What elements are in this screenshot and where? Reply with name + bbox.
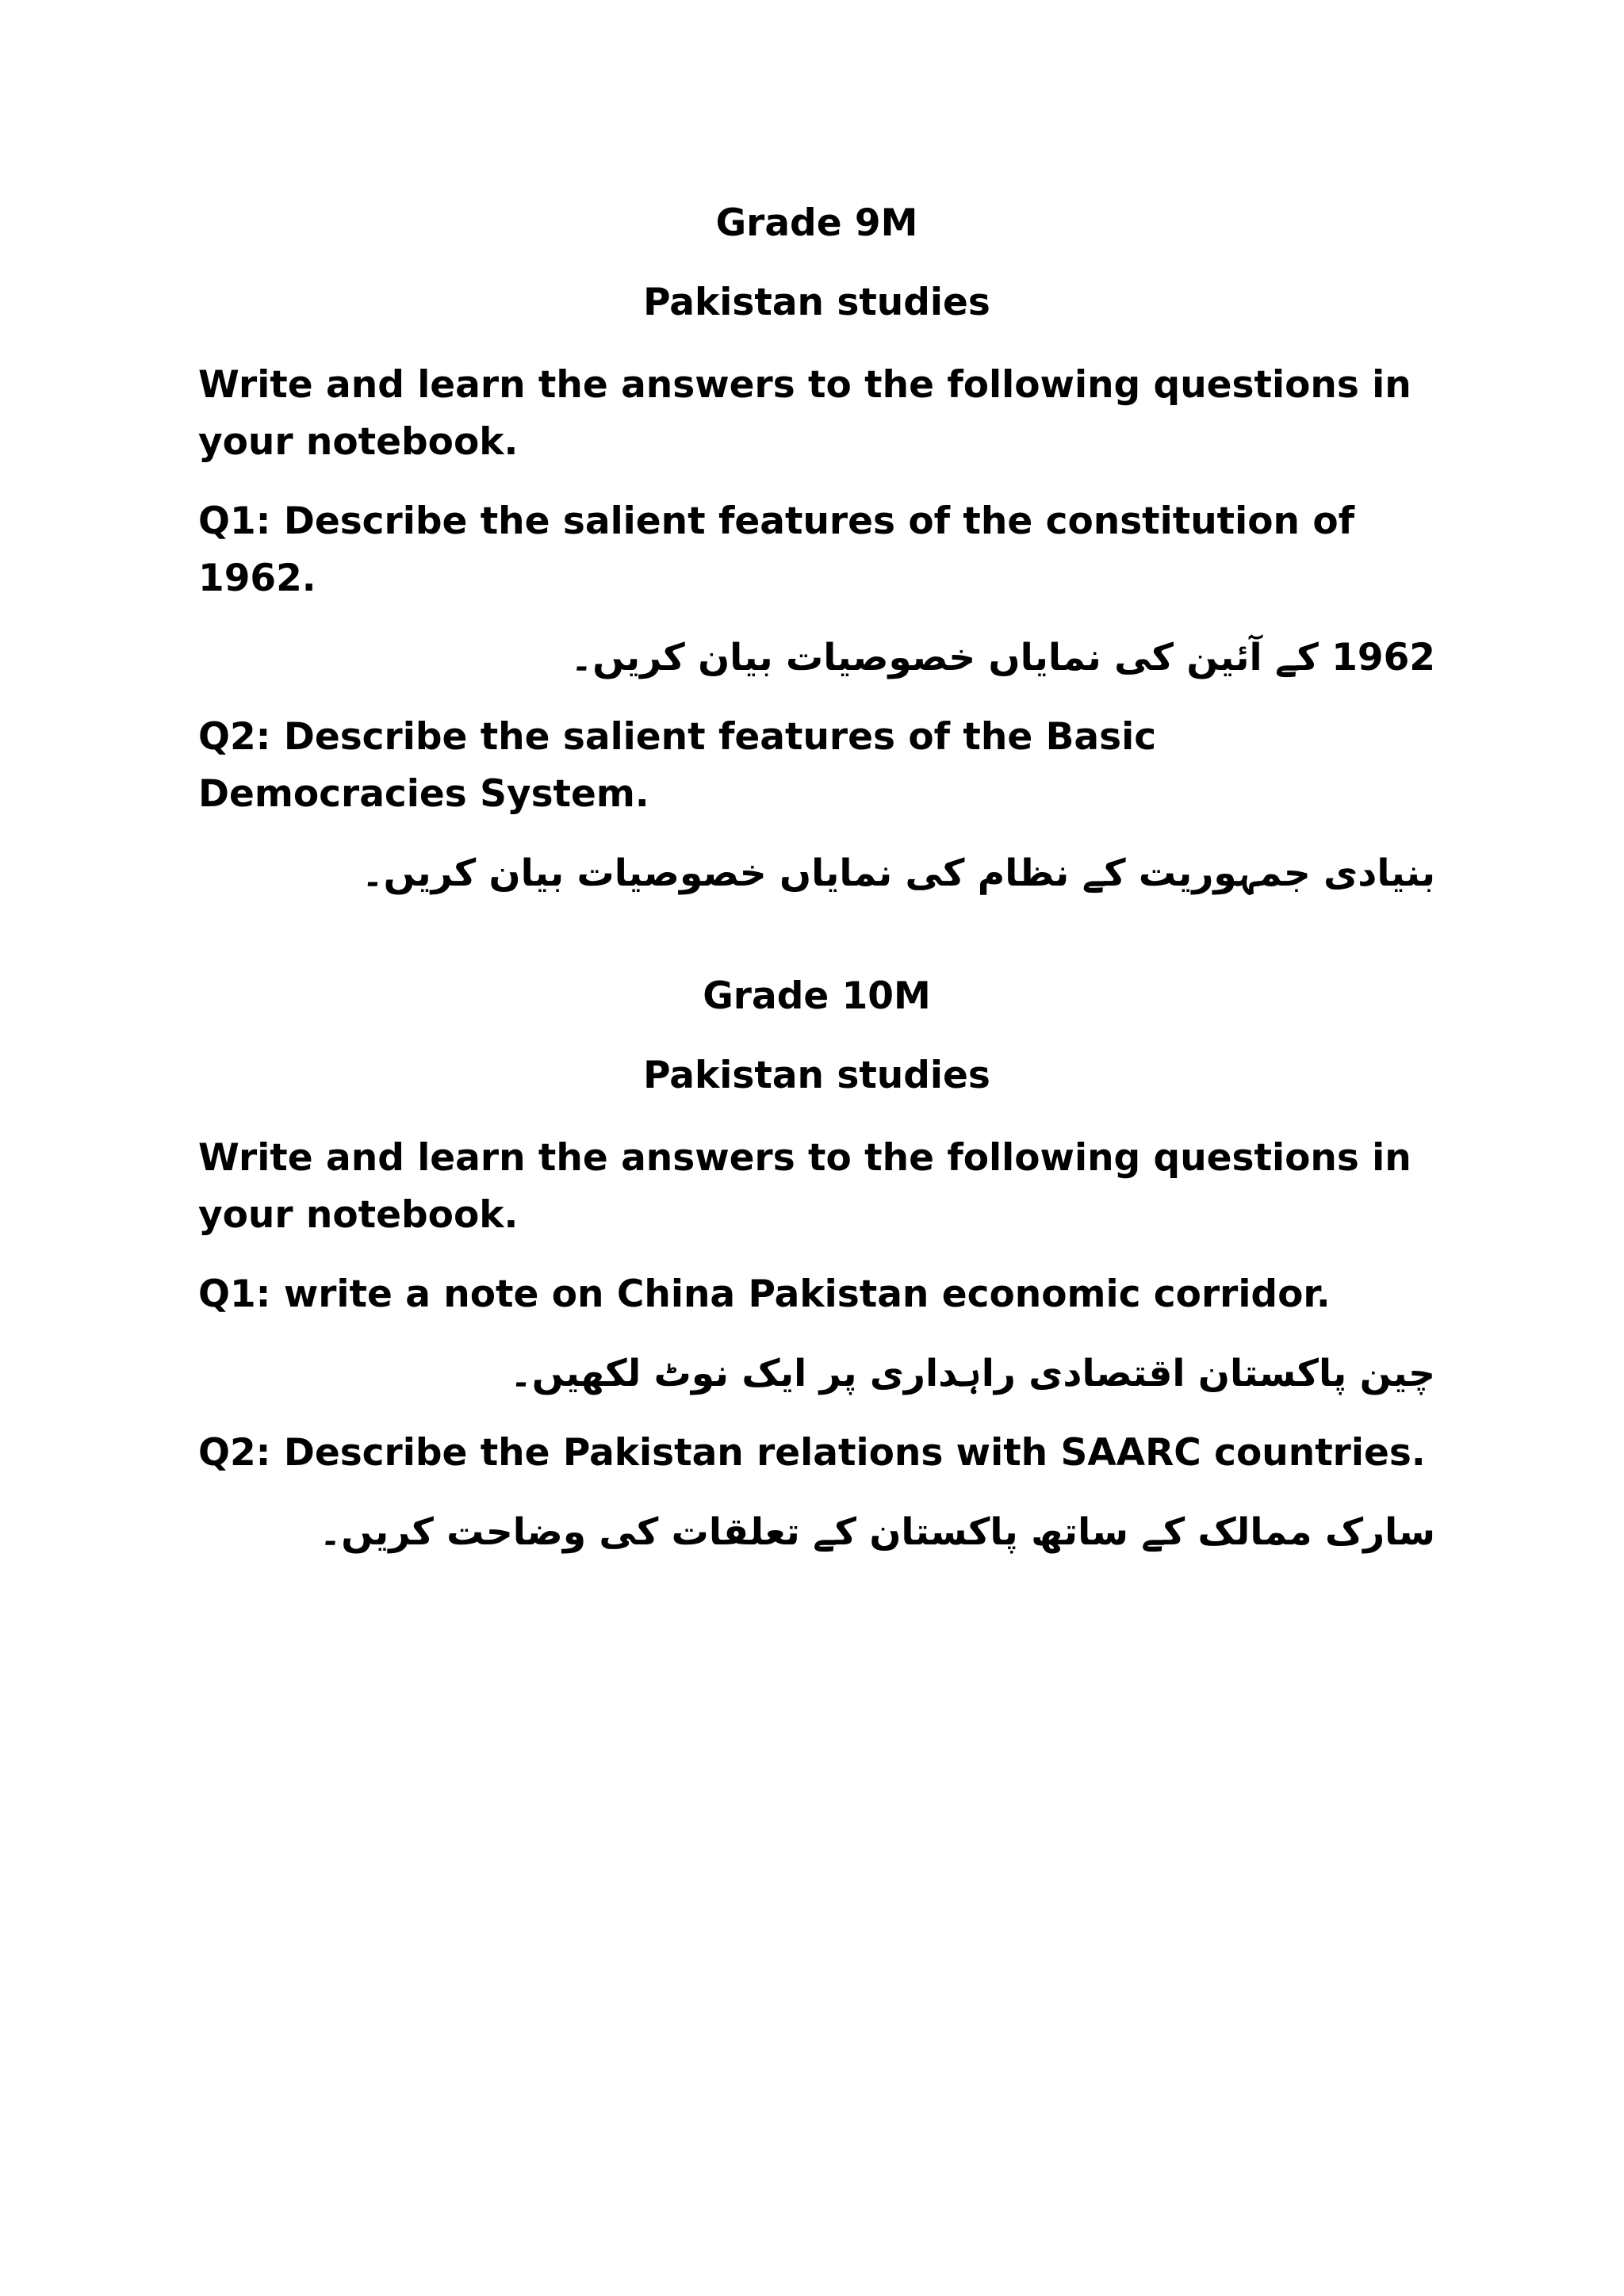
grade-10-subject: Pakistan studies bbox=[643, 1054, 990, 1097]
grade-9-title: Grade 9M bbox=[715, 201, 918, 245]
grade-9-instruction: Write and learn the answers to the following questions in your notebook. bbox=[198, 363, 1411, 464]
grade-10-question-1: Q1: write a note on China Pakistan economic corridor. bbox=[198, 1272, 1331, 1316]
grade-9-subject: Pakistan studies bbox=[643, 281, 990, 324]
grade-10-title: Grade 10M bbox=[703, 974, 931, 1018]
grade-10-question-2: Q2: Describe the Pakistan relations with SAARC countries. bbox=[198, 1431, 1426, 1475]
grade-9-question-2-urdu: بنیادی جمہوریت کے نظام کی نمایاں خصوصیات بیان کریں۔ bbox=[362, 851, 1435, 895]
grade-10-section bbox=[198, 971, 1435, 1583]
grade-10-question-2-urdu: سارک ممالک کے ساتھ پاکستان کے تعلقات کی وضاحت کریں۔ bbox=[319, 1510, 1435, 1554]
grade-9-question-1: Q1: Describe the salient features of the constitution of 1962. bbox=[198, 499, 1355, 600]
grade-9-question-2: Q2: Describe the salient features of the Basic Democracies System. bbox=[198, 715, 1157, 816]
grade-9-question-1-urdu: 1962 کے آئین کی نمایاں خصوصیات بیان کریں۔ bbox=[570, 636, 1435, 679]
grade-10-instruction: Write and learn the answers to the following questions in your notebook. bbox=[198, 1136, 1411, 1237]
grade-10-question-1-urdu: چین پاکستان اقتصادی راہداری پر ایک نوٹ لکھیں۔ bbox=[510, 1352, 1435, 1395]
grade-9-section bbox=[198, 198, 1435, 924]
